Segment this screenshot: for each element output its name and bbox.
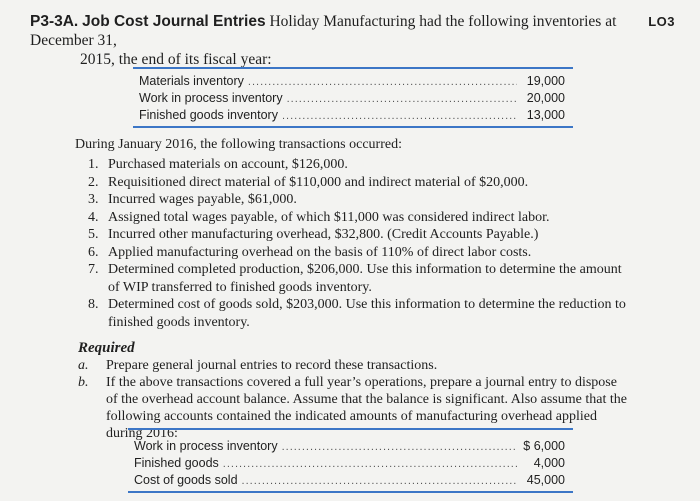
transaction-number: 6.	[88, 244, 99, 260]
inventory-value: 13,000	[526, 108, 565, 122]
leader-dots	[282, 110, 517, 122]
leader-dots	[248, 76, 517, 88]
inventory-label: Finished goods inventory	[139, 108, 278, 122]
overhead-applied-table	[128, 428, 573, 493]
inventory-table	[133, 67, 573, 128]
transaction-text: Applied manufacturing overhead on the basis of 110% of direct labor costs.	[108, 244, 532, 260]
overhead-label: Finished goods	[134, 456, 219, 470]
transaction-item	[88, 209, 628, 227]
leader-dots	[242, 475, 517, 487]
inventory-value: 19,000	[526, 74, 565, 88]
transaction-text: Assigned total wages payable, of which $11,000 was considered indirect labor.	[108, 209, 550, 225]
inventory-row	[139, 105, 573, 122]
overhead-value: 4,000	[533, 456, 565, 470]
transaction-number: 5.	[88, 227, 99, 242]
transaction-item	[88, 226, 628, 244]
overhead-label: Work in process inventory	[134, 439, 278, 453]
transaction-item	[88, 296, 628, 331]
transaction-text: Purchased materials on account, $126,000.	[108, 157, 348, 172]
problem-header	[30, 12, 640, 69]
transactions-intro: During January 2016, the following transactions occurred:	[75, 137, 402, 152]
transaction-item	[88, 191, 628, 209]
inventory-row	[139, 71, 573, 88]
required-heading: Required	[78, 340, 135, 356]
overhead-value: $ 6,000	[523, 439, 565, 453]
transaction-item	[88, 261, 628, 296]
transaction-list	[88, 156, 628, 331]
transaction-number: 8.	[88, 297, 99, 312]
leader-dots	[282, 441, 517, 453]
required-letter: b.	[78, 375, 89, 390]
required-item	[78, 357, 628, 374]
problem-id: P3-3A.	[30, 13, 79, 30]
overhead-row	[134, 453, 565, 470]
problem-intro-line1: Holiday Manufacturing had the following inventories at December 31,	[30, 13, 617, 49]
overhead-row	[134, 436, 565, 453]
transaction-text: Incurred other manufacturing overhead, $32,800. (Credit Accounts Payable.)	[108, 227, 539, 242]
inventory-row	[139, 88, 573, 105]
problem-intro-line2: 2015, the end of its fiscal year:	[80, 51, 272, 68]
required-letter: a.	[78, 358, 89, 373]
required-text: Prepare general journal entries to record these transactions.	[106, 358, 438, 373]
required-text: If the above transactions covered a full year’s operations, prepare a journal entry to dispose of the overhead account balance. Assume that the balance is significant. Also assume that the following accounts contained the indicated amounts of manufacturing overhead applied during 2016:	[106, 375, 627, 441]
transaction-number: 4.	[88, 209, 99, 225]
transaction-text: Requisitioned direct material of $110,000 and indirect material of $20,000.	[108, 174, 529, 190]
transaction-number: 2.	[88, 174, 99, 190]
overhead-label: Cost of goods sold	[134, 473, 238, 487]
transaction-item	[88, 174, 628, 192]
transaction-number: 1.	[88, 157, 99, 172]
leader-dots	[287, 93, 517, 105]
inventory-label: Materials inventory	[139, 74, 244, 88]
transaction-item	[88, 156, 628, 174]
transaction-number: 7.	[88, 262, 99, 277]
inventory-value: 20,000	[526, 91, 565, 105]
overhead-row	[134, 470, 565, 487]
transaction-text: Determined completed production, $206,000. Use this information to determine the amount of WIP transferred to finished goods inventory.	[108, 262, 622, 295]
inventory-label: Work in process inventory	[139, 91, 283, 105]
learning-objective: LO3	[648, 14, 675, 29]
transaction-number: 3.	[88, 192, 99, 207]
overhead-value: 45,000	[526, 473, 565, 487]
transaction-text: Incurred wages payable, $61,000.	[108, 192, 297, 207]
transaction-text: Determined cost of goods sold, $203,000. Use this information to determine the reduction to finished goods inventory.	[108, 297, 626, 330]
problem-title: Job Cost Journal Entries	[82, 13, 266, 30]
transaction-item	[88, 244, 628, 262]
leader-dots	[223, 458, 517, 470]
